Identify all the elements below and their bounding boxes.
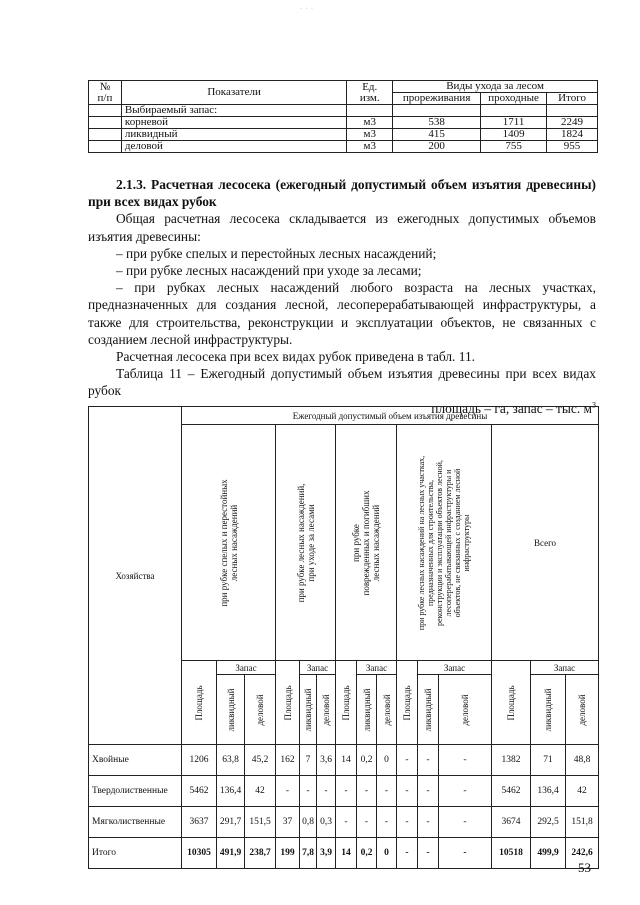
bullet-item: – при рубке спелых и перестойных лесных насаждений; <box>116 245 437 261</box>
table-cell: - <box>357 807 377 838</box>
table-cell: 0,3 <box>317 807 336 838</box>
table-cell: 0 <box>377 745 397 776</box>
table-cell: 45,2 <box>245 745 276 776</box>
liquid-header: ликвидный <box>300 675 317 745</box>
table-cell: 151,8 <box>566 807 599 838</box>
table-cell: 1206 <box>182 745 217 776</box>
col-farms-header: Хозяйства <box>89 407 182 745</box>
table-cell: - <box>336 807 357 838</box>
total-row <box>89 838 599 869</box>
table-cell: 48,8 <box>566 745 599 776</box>
table-cell: 151,5 <box>245 807 276 838</box>
table-cell: 238,7 <box>245 838 276 869</box>
page-number: 53 <box>578 860 591 875</box>
table-cell: 5462 <box>182 776 217 807</box>
business-header: деловой <box>245 675 276 745</box>
col-passing: проходные <box>481 93 547 105</box>
stock-header: Запас <box>357 661 397 675</box>
area-header: Площадь <box>182 661 217 745</box>
section-label: Выбираемый запас: <box>121 105 346 117</box>
table-cell: 63,8 <box>217 745 245 776</box>
table-cell: 1382 <box>492 745 531 776</box>
table-cell: 7,8 <box>300 838 317 869</box>
col-thinning: прореживания <box>393 93 481 105</box>
table-cell: 42 <box>566 776 599 807</box>
area-header: Площадь <box>397 661 418 745</box>
table-cell: 7 <box>300 745 317 776</box>
table-cell: - <box>397 776 418 807</box>
table-cell: 10305 <box>182 838 217 869</box>
group-mature-header: при рубке спелых и перестойных лесных насаждений <box>182 425 276 661</box>
table-cell: - <box>336 776 357 807</box>
table-reference: Расчетная лесосека при всех видах рубок приведена в табл. 11. <box>116 349 475 365</box>
table-cell: - <box>357 776 377 807</box>
liquid-header: ликвидный <box>217 675 245 745</box>
liquid-header: ликвидный <box>357 675 377 745</box>
table-cell: 3,6 <box>317 745 336 776</box>
allowable-cut-table <box>88 406 599 869</box>
table-cell: 292,5 <box>531 807 566 838</box>
farm-name: Итого <box>89 838 182 869</box>
table-row <box>89 776 599 807</box>
table-cell: 0 <box>377 838 397 869</box>
intro-paragraph: Общая расчетная лесосека складывается из ежегодных допустимых объемов изъятия древесины: <box>88 211 596 244</box>
liquid-header: ликвидный <box>418 675 439 745</box>
table-cell: 0,2 <box>357 838 377 869</box>
table-cell: - <box>397 745 418 776</box>
table-row: корневой м3 538 1711 2249 <box>89 117 598 129</box>
table-cell: 491,9 <box>217 838 245 869</box>
area-header: Площадь <box>336 661 357 745</box>
table-cell: 242,6 <box>566 838 599 869</box>
farm-name: Твердолиственные <box>89 776 182 807</box>
farm-name: Хвойные <box>89 745 182 776</box>
business-header: деловой <box>317 675 336 745</box>
table-row: деловой м3 200 755 955 <box>89 141 598 153</box>
table-cell: - <box>439 807 492 838</box>
business-header: деловой <box>566 675 599 745</box>
table-cell: - <box>418 745 439 776</box>
table-cell: - <box>418 838 439 869</box>
forest-care-table <box>88 80 598 153</box>
col-num-header: № п/п <box>89 81 122 105</box>
table-cell: 14 <box>336 745 357 776</box>
table-cell: 0,2 <box>357 745 377 776</box>
table-cell: - <box>397 807 418 838</box>
table-cell: 136,4 <box>531 776 566 807</box>
table-cell: 10518 <box>492 838 531 869</box>
scan-mark: · · · <box>300 6 314 12</box>
group-total-header: Всего <box>492 425 599 661</box>
table-cell: 3674 <box>492 807 531 838</box>
section-text <box>88 176 596 417</box>
section-heading: 2.1.3. Расчетная лесосека (ежегодный допустимый объем изъятия древесины) при всех видах рубок <box>88 177 596 210</box>
table-cell: 5462 <box>492 776 531 807</box>
group-care-header: при рубке лесных насаждений, при уходе за лесами <box>276 425 336 661</box>
table-cell: - <box>276 776 300 807</box>
stock-header: Запас <box>300 661 336 675</box>
units-note: площадь – га, запас – тыс. $м^3$ <box>431 400 596 416</box>
table-cell: 14 <box>336 838 357 869</box>
table-cell: 291,7 <box>217 807 245 838</box>
table-cell: - <box>300 776 317 807</box>
farm-name: Мягколиственные <box>89 807 182 838</box>
table-cell: - <box>317 776 336 807</box>
table-cell: - <box>418 807 439 838</box>
area-header: Площадь <box>492 661 531 745</box>
bullet-item: – при рубках лесных насаждений любого возраста на лесных участках, предназначенных для создания лесной, лесоперерабатывающей инфраструктуры, а также для строительства, реконструкции и эксплуатации объектов, не связанных с созданием лесной инфраструктуры. <box>88 280 596 347</box>
table-row: ликвидный м3 415 1409 1824 <box>89 129 598 141</box>
table-cell: - <box>439 838 492 869</box>
table-cell: - <box>377 776 397 807</box>
table-cell: 3,9 <box>317 838 336 869</box>
table-cell: 42 <box>245 776 276 807</box>
group-damaged-header: при рубке поврежденных и погибших лесных насаждений <box>336 425 397 661</box>
table-row <box>89 745 599 776</box>
table-cell: 3637 <box>182 807 217 838</box>
col-total: Итого <box>547 93 598 105</box>
table-cell: 162 <box>276 745 300 776</box>
table-cell: - <box>439 776 492 807</box>
col-unit-header: Ед. изм. <box>347 81 393 105</box>
table-cell: - <box>439 745 492 776</box>
col-indicators-header: Показатели <box>121 81 346 105</box>
table-row <box>89 807 599 838</box>
business-header: деловой <box>377 675 397 745</box>
stock-header: Запас <box>217 661 276 675</box>
table-cell: 499,9 <box>531 838 566 869</box>
stock-header: Запас <box>418 661 492 675</box>
liquid-header: ликвидный <box>531 675 566 745</box>
table-caption: Таблица 11 – Ежегодный допустимый объем изъятия древесины при всех видах рубок <box>88 366 596 399</box>
bullet-item: – при рубке лесных насаждений при уходе за лесами; <box>116 263 422 279</box>
table-cell: - <box>418 776 439 807</box>
table-cell: - <box>377 807 397 838</box>
table-cell: 71 <box>531 745 566 776</box>
top-header: Ежегодный допустимый объем изъятия древесины <box>182 407 599 425</box>
group-infrastructure-header: при рубке лесных насаждений на лесных участках, предназначенных для строительства, реконструкции и эксплуатации объектов лесной, лесоперерабатывающей инфраструктуры и объектов, не связанных с созданием лесной инфраструктуры <box>397 425 492 661</box>
area-header: Площадь <box>276 661 300 745</box>
table-cell: 199 <box>276 838 300 869</box>
table-cell: 37 <box>276 807 300 838</box>
stock-header: Запас <box>531 661 599 675</box>
group-header: Виды ухода за лесом <box>393 81 598 93</box>
business-header: деловой <box>439 675 492 745</box>
table-cell: 0,8 <box>300 807 317 838</box>
table-cell: - <box>397 838 418 869</box>
table-cell: 136,4 <box>217 776 245 807</box>
